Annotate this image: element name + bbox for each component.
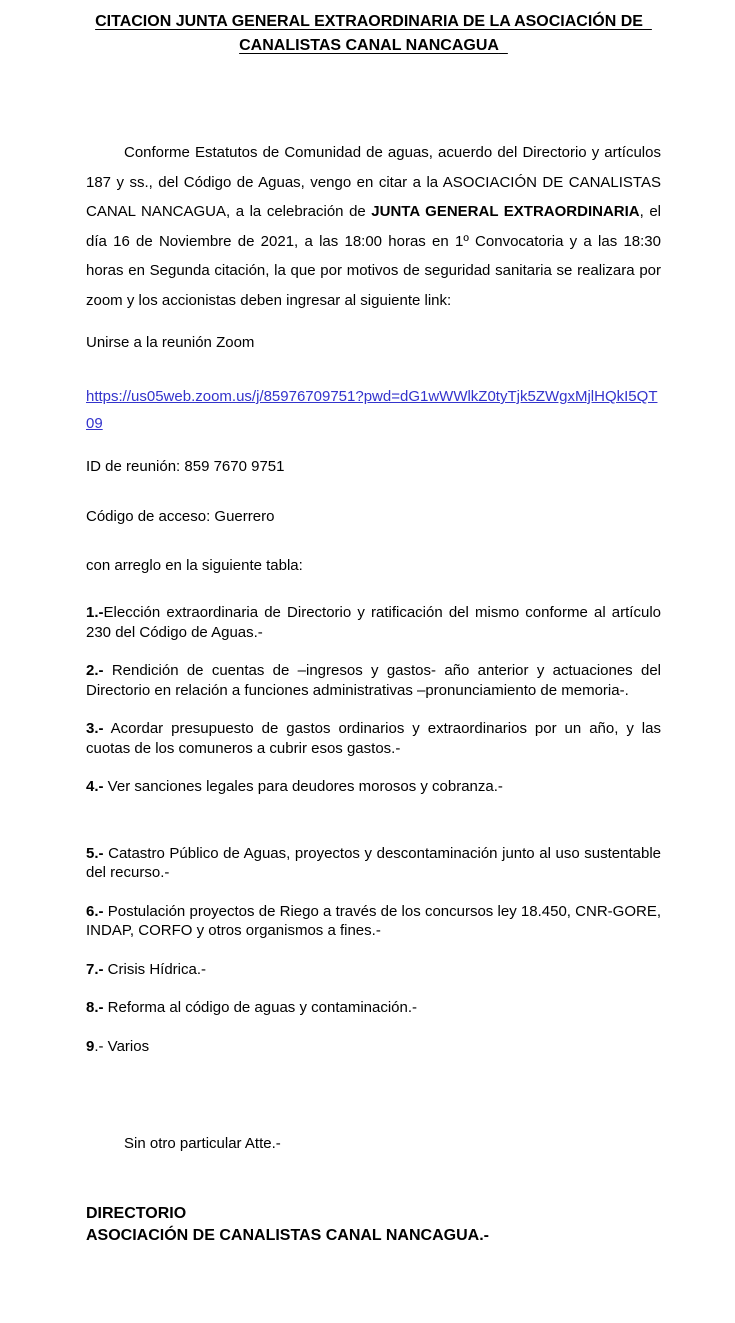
zoom-link-paragraph [86,383,661,437]
agenda-item-1-text: Elección extraordinaria de Directorio y ratificación del mismo conforme al artículo 230 del Código de Aguas.- [86,604,661,641]
document-title [86,10,661,58]
agenda-intro-line: con arreglo en la siguiente tabla: [86,557,303,574]
agenda-item-2-number: 2.- [86,662,104,679]
intro-bold-meeting-name: JUNTA GENERAL EXTRAORDINARIA [371,203,640,220]
agenda-item-5 [86,844,661,883]
agenda-item-3-text: Acordar presupuesto de gastos ordinarios y extraordinarios por un año, y las cuotas de los comuneros a cubrir esos gastos.- [86,720,661,757]
intro-text-before-bold: Conforme Estatutos de Comunidad de aguas, acuerdo del Directorio y artículos 187 y ss., del Código de Aguas, vengo en citar a la ASOCIACIÓN DE CANALISTAS CANAL NANCAGUA, a la celebración de [86,144,661,220]
agenda-item-8 [86,998,661,1018]
agenda-item-4-text: Ver sanciones legales para deudores morosos y cobranza.- [103,778,503,795]
intro-text-after-bold: , el día 16 de Noviembre de 2021, a las 18:00 horas en 1º Convocatoria y a las 18:30 horas en Segunda citación, la que por motivos de seguridad sanitaria se realizara por zoom y los accionistas deben ingresar al siguiente link: [86,203,661,309]
agenda-item-9-text: .- Varios [94,1037,150,1055]
intro-paragraph [86,138,661,315]
closing-salutation: Sin otro particular Atte.- [124,1135,281,1152]
agenda-item-5-text: Catastro Público de Aguas, proyectos y descontaminación junto al uso sustentable del recurso.- [86,844,661,881]
agenda-item-2 [86,661,661,700]
agenda-item-2-text: Rendición de cuentas de –ingresos y gastos- año anterior y actuaciones del Directorio en relación a funciones administrativas –pronunciamiento de memoria-. [86,662,661,699]
agenda-item-9-number: 9 [86,1037,95,1055]
zoom-meeting-link[interactable]: https://us05web.zoom.us/j/85976709751?pwd=dG1wWWlkZ0tyTjk5ZWgxMjlHQkI5QT09 [86,388,658,432]
agenda-item-6-text: Postulación proyectos de Riego a través de los concursos ley 18.450, CNR-GORE, INDAP, CORFO y otros organismos a fines.- [86,902,661,939]
title-line-2: CANALISTAS CANAL NANCAGUA [239,37,499,54]
agenda-item-5-number: 5.- [86,844,104,862]
signature-block [86,1203,661,1247]
access-code-line: Código de acceso: Guerrero [86,508,275,525]
agenda-item-7-number: 7.- [86,960,104,978]
agenda-item-6-number: 6.- [86,902,104,920]
agenda-item-8-text: Reforma al código de aguas y contaminación.- [103,999,418,1016]
agenda-item-8-number: 8.- [86,999,104,1016]
agenda-item-6 [86,902,661,941]
agenda-item-4-number: 4.- [86,778,104,795]
agenda-item-1-number: 1.- [86,604,104,621]
title-line-1: CITACION JUNTA GENERAL EXTRAORDINARIA DE LA ASOCIACIÓN DE [95,13,643,30]
agenda-item-7 [86,960,661,980]
agenda-item-4 [86,777,661,797]
meeting-id-line: ID de reunión: 859 7670 9751 [86,458,285,475]
agenda-item-7-text: Crisis Hídrica.- [103,960,207,978]
signature-directorio: DIRECTORIO [86,1205,187,1222]
signature-association: ASOCIACIÓN DE CANALISTAS CANAL NANCAGUA.- [86,1227,489,1244]
agenda-item-3 [86,719,661,758]
agenda-item-1 [86,603,661,642]
agenda-item-3-number: 3.- [86,720,104,737]
agenda-item-9 [86,1037,661,1057]
zoom-join-label: Unirse a la reunión Zoom [86,334,255,351]
